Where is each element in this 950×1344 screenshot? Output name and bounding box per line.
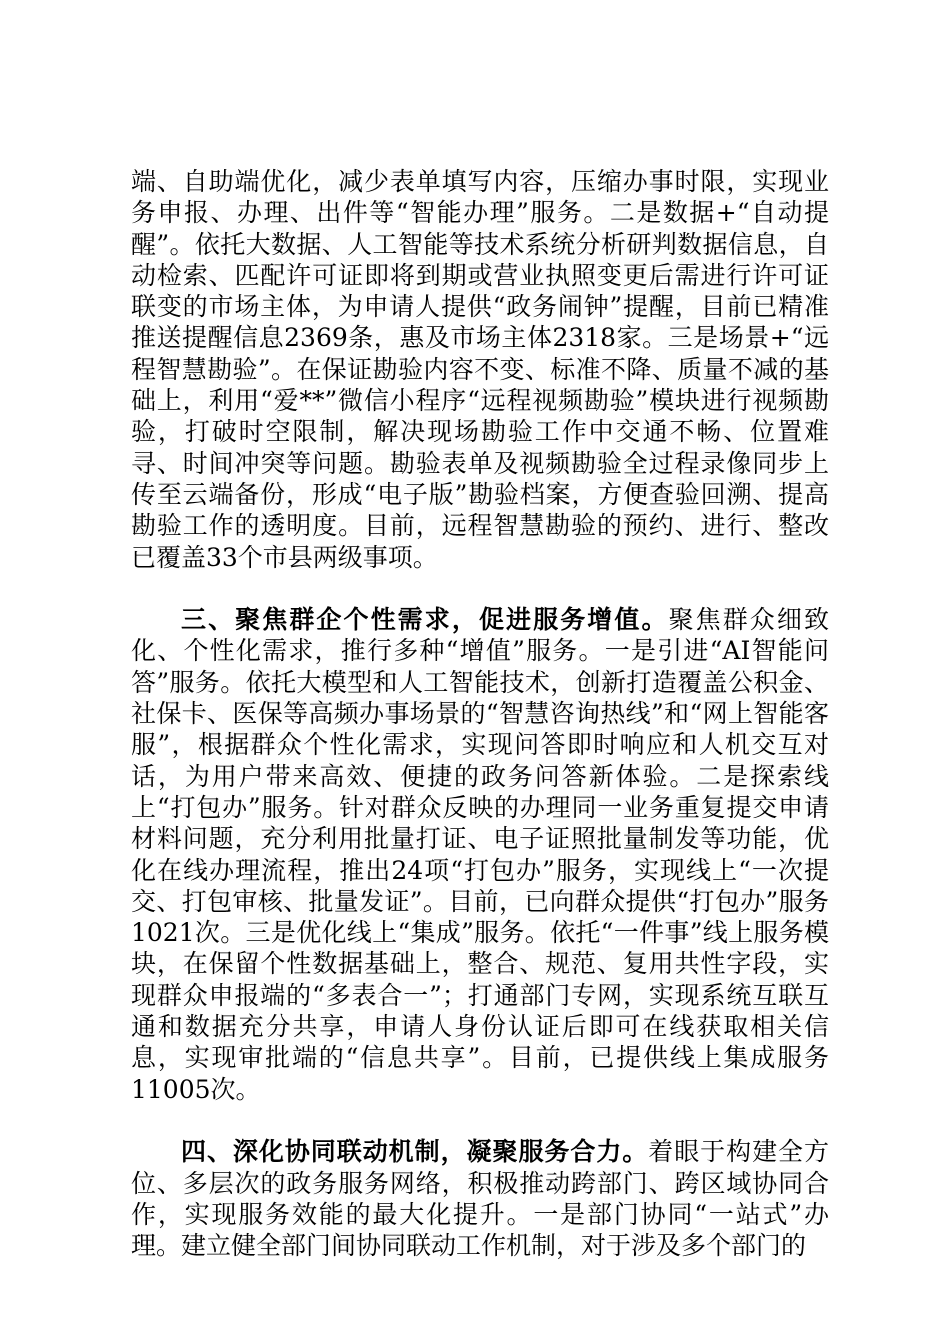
section-heading: 三、聚焦群企个性需求，促进服务增值。 xyxy=(181,605,669,635)
paragraph-body: 着眼于构建全方位、多层次的政务服务网络，积极推动跨部门、跨区域协同合作，实现服务效能的最大化提升。一是部门协同“一站式”办理。建立健全部门间协同联动工作机制，对于涉及多个部门的 xyxy=(131,1137,829,1261)
paragraph-section-4 xyxy=(131,1136,829,1261)
paragraph-continuation xyxy=(131,166,829,573)
paragraph-body: 端、自助端优化，减少表单填写内容，压缩办事时限，实现业务申报、办理、出件等“智能办理”服务。二是数据+“自动提醒”。依托大数据、人工智能等技术系统分析研判数据信息，自动检索、匹配许可证即将到期或营业执照变更后需进行许可证联变的市场主体，为申请人提供“政务闹钟”提醒，目前已精准推送提醒信息2369条，惠及市场主体2318家。三是场景+“远程智慧勘验”。在保证勘验内容不变、标准不降、质量不减的基础上，利用“爱**”微信小程序“远程视频勘验”模块进行视频勘验，打破时空限制，解决现场勘验工作中交通不畅、位置难寻、时间冲突等问题。勘验表单及视频勘验全过程录像同步上传至云端备份，形成“电子版”勘验档案，方便查验回溯、提高勘验工作的透明度。目前，远程智慧勘验的预约、进行、整改已覆盖33个市县两级事项。 xyxy=(131,167,829,572)
document-page xyxy=(131,166,829,1261)
paragraph-body: 聚焦群众细致化、个性化需求，推行多种“增值”服务。一是引进“AI智能问答”服务。依托大模型和人工智能技术，创新打造覆盖公积金、社保卡、医保等高频办事场景的“智慧咨询热线”和“网上智能客服”，根据群众个性化需求，实现问答即时响应和人机交互对话，为用户带来高效、便捷的政务问答新体验。二是探索线上“打包办”服务。针对群众反映的办理同一业务重复提交申请材料问题，充分利用批量打证、电子证照批量制发等功能，优化在线办理流程，推出24项“打包办”服务，实现线上“一次提交、打包审核、批量发证”。目前，已向群众提供“打包办”服务1021次。三是优化线上“集成”服务。依托“一件事”线上服务模块，在保留个性数据基础上，整合、规范、复用共性字段，实现群众申报端的“多表合一”；打通部门专网，实现系统互联互通和数据充分共享，申请人身份认证后即可在线获取相关信息，实现审批端的“信息共享”。目前，已提供线上集成服务11005次。 xyxy=(131,605,829,1104)
section-heading: 四、深化协同联动机制，凝聚服务合力。 xyxy=(181,1137,649,1167)
paragraph-section-3 xyxy=(131,604,829,1105)
